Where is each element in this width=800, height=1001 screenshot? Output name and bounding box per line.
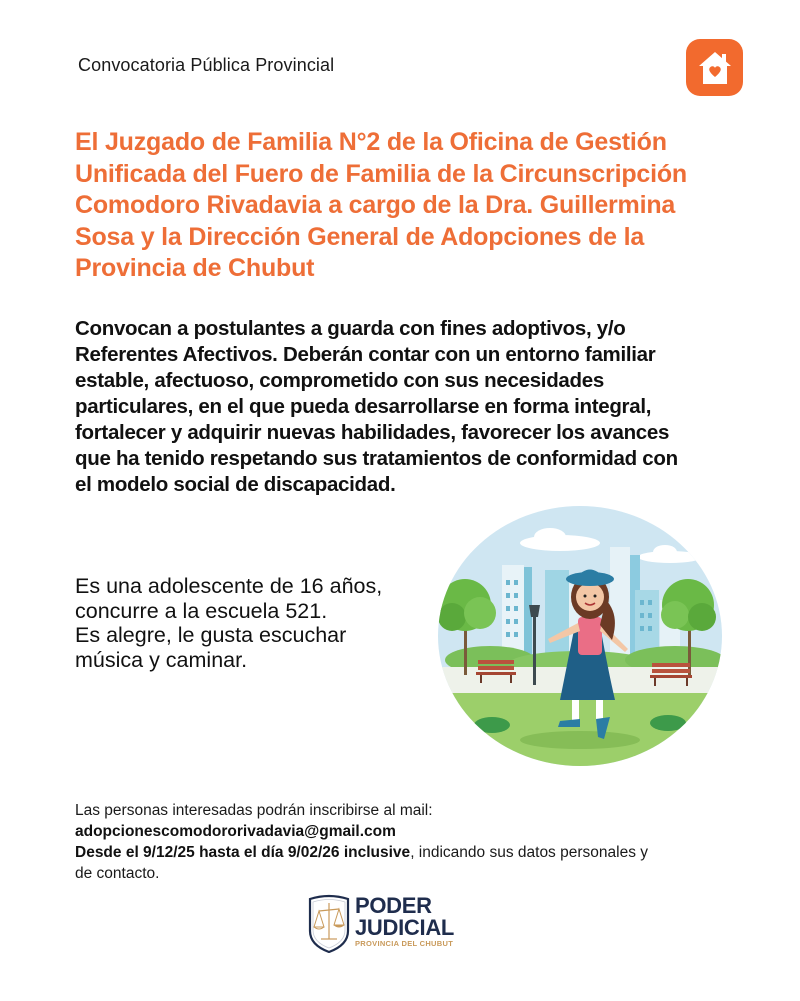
title-line: El Juzgado de Familia N°2 de la Oficina de Gestión [75,128,667,156]
email-text[interactable]: adopcionescomodororivadavia@gmail.com [75,823,396,840]
header-label: Convocatoria Pública Provincial [78,55,335,75]
registration-dates [75,842,755,863]
body-line: que ha tenido respetando sus tratamientos de conformidad con [75,447,678,470]
title-line: Unificada del Fuero de Familia de la Circunscripción [75,159,687,188]
profile-line: Es una adolescente de 16 años, [75,574,383,598]
body-line: fortalecer y adquirir nuevas habilidades, favorecer los avances [75,421,670,444]
call-description [75,316,755,498]
logo-line1: PODER [355,893,432,918]
dates-rest: , indicando sus datos personales y [410,844,649,861]
contact-email[interactable] [75,821,755,842]
body-line: particulares, en el que pueda desarrollarse en forma integral, [75,395,652,418]
poder-judicial-logo [307,893,497,953]
title-line: Comodoro Rivadavia a cargo de la Dra. Guillermina [75,191,676,219]
house-heart-icon [686,39,743,96]
scales-of-justice-shield-icon [307,893,351,953]
child-profile [75,574,425,672]
profile-line: música y caminar. [75,647,248,672]
logo-line2: JUDICIAL [355,915,455,940]
title-line: Provincia de Chubut [75,254,315,282]
logo-title [355,895,454,939]
body-line: el modelo social de discapacidad. [75,473,396,496]
dates-bold: Desde el 9/12/25 hasta el día 9/02/26 inclusive [75,844,411,861]
body-line: Convocan a postulantes a guarda con fines adoptivos, y/o [75,317,626,340]
logo-subtitle: PROVINCIA DEL CHUBUT [355,939,454,948]
body-line: estable, afectuoso, comprometido con sus necesidades [75,369,604,392]
footer-intro: Las personas interesadas podrán inscribirse al mail: [75,802,433,819]
title-line: Sosa y la Dirección General de Adopciones de la [75,222,645,251]
footer-info [75,800,755,884]
girl-in-park-illustration [430,505,730,767]
page-title [75,127,745,285]
profile-line: concurre a la escuela 521. [75,598,328,623]
footer-closing: de contacto. [75,865,160,882]
body-line: Referentes Afectivos. Deberán contar con un entorno familiar [75,343,656,366]
profile-line: Es alegre, le gusta escuchar [75,623,347,647]
